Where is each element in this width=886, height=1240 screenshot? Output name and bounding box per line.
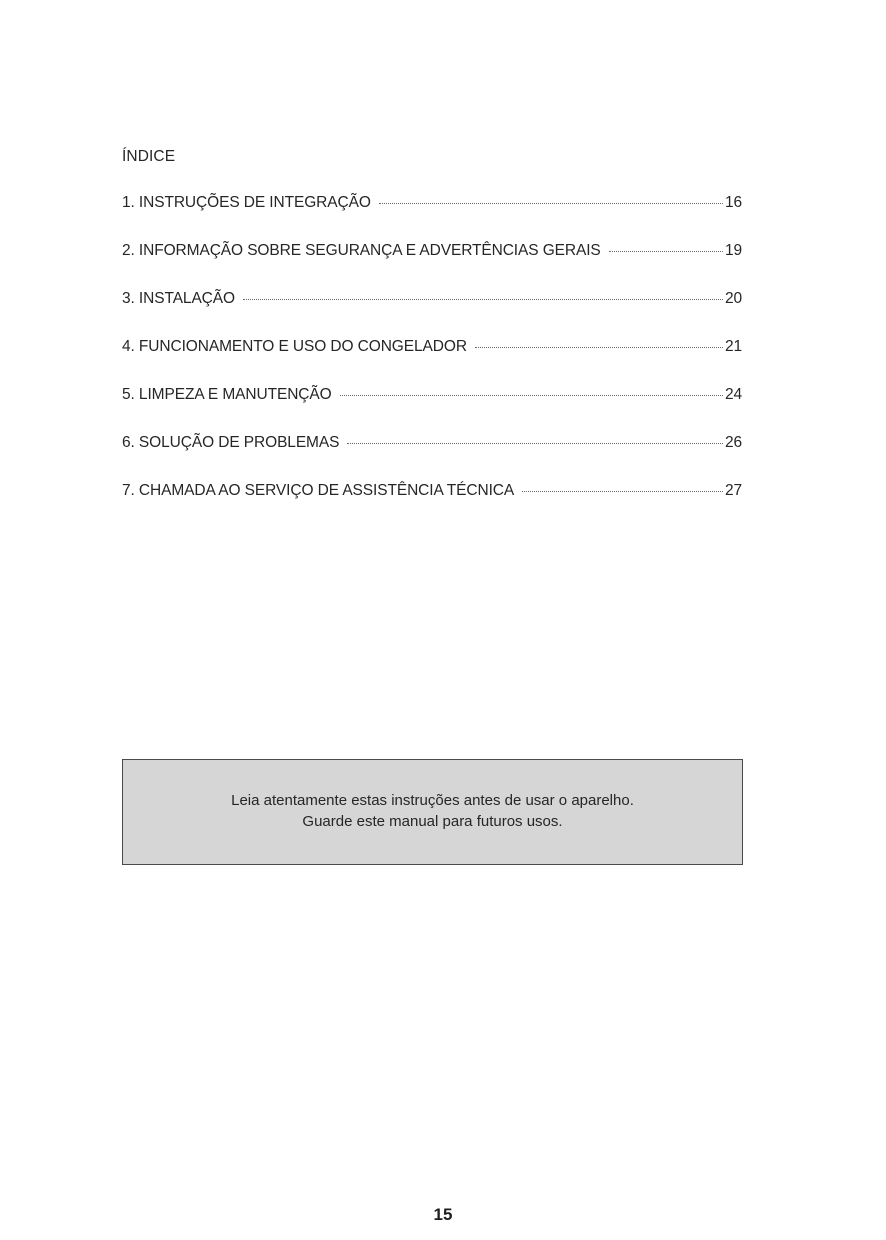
dot-leader [379,203,723,204]
toc-entry-page: 27 [724,482,742,499]
toc-entry-page: 20 [724,290,742,307]
toc-entry-page: 19 [724,242,742,259]
toc-entry-label: 7. CHAMADA AO SERVIÇO DE ASSISTÊNCIA TÉCNICA [122,482,515,499]
page-title: ÍNDICE [122,148,176,165]
toc-entry [122,482,742,530]
toc-entry [122,434,742,482]
dot-leader [340,395,723,396]
toc-entry-page: 24 [724,386,742,403]
toc-entry-page: 21 [724,338,742,355]
toc-entry-label: 4. FUNCIONAMENTO E USO DO CONGELADOR [122,338,467,355]
page-number: 15 [433,1205,453,1224]
toc-entry [122,386,742,434]
toc-entry-label: 5. LIMPEZA E MANUTENÇÃO [122,386,332,403]
table-of-contents [122,194,742,530]
toc-entry [122,290,742,338]
toc-entry [122,194,742,242]
toc-entry-label: 6. SOLUÇÃO DE PROBLEMAS [122,434,340,451]
toc-entry-label: 3. INSTALAÇÃO [122,290,235,307]
notice-line: Leia atentamente estas instruções antes de usar o aparelho. [231,792,634,809]
toc-entry-label: 1. INSTRUÇÕES DE INTEGRAÇÃO [122,194,371,211]
dot-leader [475,347,723,348]
toc-entry-label: 2. INFORMAÇÃO SOBRE SEGURANÇA E ADVERTÊNCIAS GERAIS [122,242,601,259]
toc-entry-page: 16 [724,194,742,211]
toc-entry [122,242,742,290]
dot-leader [347,443,723,444]
dot-leader [522,491,723,492]
dot-leader [243,299,723,300]
toc-entry [122,338,742,386]
notice-box [122,759,743,865]
dot-leader [609,251,723,252]
toc-entry-page: 26 [724,434,742,451]
notice-line: Guarde este manual para futuros usos. [302,813,563,830]
